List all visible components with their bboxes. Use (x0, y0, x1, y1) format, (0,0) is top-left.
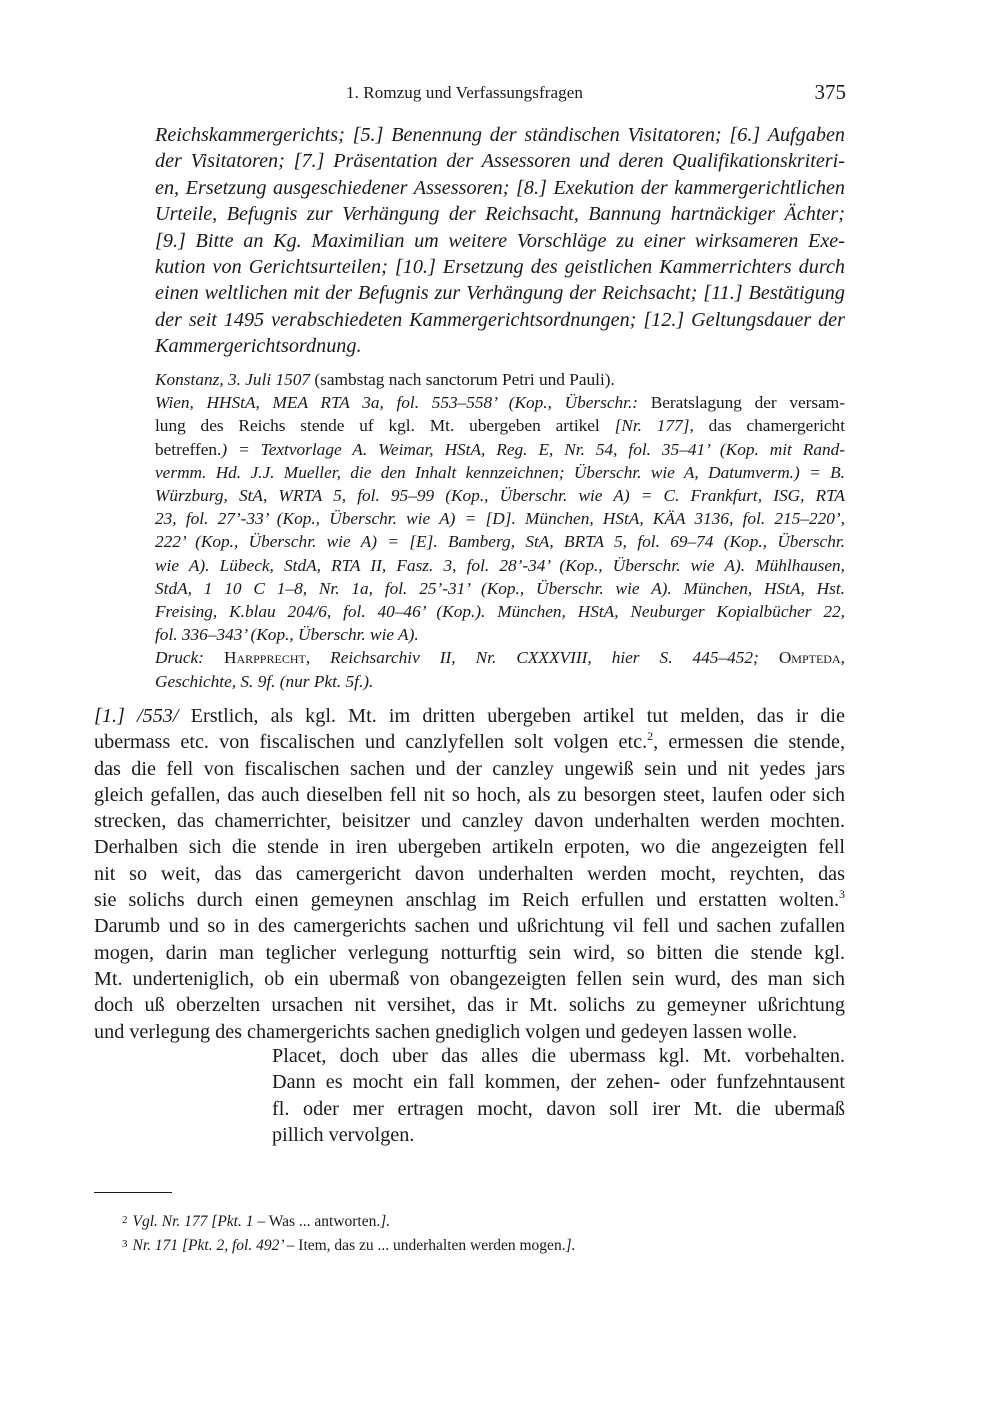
print-line (155, 646, 845, 669)
footnote-text: Item, das zu ... underhalten werden mogen. (294, 1237, 566, 1254)
source-line: Freising, K.blau 204/6, fol. 40–46’ (Kop.). München, HStA, Neuburger Kopialbücher 22, (155, 602, 845, 622)
source-text: ) = Textvorlage A. Weimar, HStA, Reg. E, Nr. 54, fol. 35–41’ (Kop. mit Rand- (221, 439, 845, 459)
source-date-line (155, 368, 845, 391)
source-line (155, 414, 845, 437)
footnote-mark: 2 (122, 1214, 128, 1226)
source-text: [Nr. 177] (614, 416, 690, 436)
summary-line: Urteile, Befugnis zur Verhängung der Reichsacht, Bannung hartnäckiger Ächter; (155, 203, 845, 226)
text-line: und verlegung des chamergerichts sachen gnediglich volgen und gedeyen lassen wolle. (94, 1020, 798, 1043)
source-text: Wien, HHStA, MEA RTA 3a, fol. 553–558’ (Kop., Überschr.: (155, 393, 639, 413)
main-text (94, 703, 845, 1045)
print-author: Ompteda (778, 648, 841, 668)
source-line: StdA, 1 10 C 1–8, Nr. 1a, fol. 25’-31’ (Kop., Überschr. wie A). München, HStA, Hst. (155, 578, 845, 598)
summary-line: Kammergerichtsordnung. (155, 335, 362, 358)
source-date: Konstanz, 3. Juli 1507 (155, 370, 311, 389)
summary-line: Reichskammergerichts; [5.] Benennung der ständischen Visitatoren; [6.] Aufgaben (155, 124, 845, 146)
print-label: Druck: (155, 648, 204, 668)
text-line: strecken, das chamerrichter, beisitzer und canzley davon underhalten werden mochten. (94, 810, 845, 833)
footnote-text: Nr. 171 [Pkt. 2, fol. 492’ – (132, 1237, 295, 1254)
placet-line: pillich vervolgen. (272, 1123, 415, 1146)
source-line: wie A). Lübeck, StdA, RTA II, Fasz. 3, fol. 28’-34’ (Kop., Überschr. wie A). Mühlhausen, (155, 555, 845, 575)
document-summary (155, 122, 845, 360)
placet-line: fl. oder mer ertragen mocht, davon soll irer Mt. die ubermaß (272, 1097, 845, 1120)
running-title: 1. Romzug und Verfassungsfragen (346, 83, 583, 102)
summary-line: en, Ersetzung ausgeschiedener Assessoren; [8.] Exekution der kammergerichtlichen (155, 176, 845, 199)
placet-line: Placet, doch uber das alles die ubermass kgl. Mt. vorbehalten. (272, 1045, 845, 1067)
text-line: doch uß oberzelten ursachen nit versihet, das ir Mt. solichs zu gemeyner ußrichtung (94, 994, 845, 1017)
text-line: Mt. underteniglich, ob ein ubermaß von obangezeigten fellen sein wurd, des man sich (94, 967, 845, 990)
print-line: Geschichte, S. 9f. (nur Pkt. 5f.). (155, 671, 374, 691)
text-line (94, 729, 845, 755)
source-line: fol. 336–343’ (Kop., Überschr. wie A). (155, 625, 419, 645)
footnote-2 (122, 1209, 576, 1233)
footnote-divider (94, 1192, 172, 1193)
source-text: , das chamergericht (689, 416, 846, 436)
summary-line: kution von Gerichtsurteilen; [10.] Ersetzung des geistlichen Kammerrichters durch (155, 256, 845, 279)
source-line: vermm. Hd. J.J. Mueller, die den Inhalt kennzeichnen; Überschr. wie A, Datumverm.) = B. (155, 462, 845, 482)
source-line: 222’ (Kop., Überschr. wie A) = [E]. Bamberg, StA, BRTA 5, fol. 69–74 (Kop., Überschr. (155, 532, 845, 552)
placet-response (272, 1043, 845, 1148)
placet-line: Dann es mocht ein fall kommen, der zehen- oder funfzehntausent (272, 1071, 845, 1094)
summary-line: der Visitatoren; [7.] Präsentation der Assessoren und deren Qualifikationskriteri- (155, 150, 845, 173)
footnotes (122, 1209, 576, 1257)
print-text: , (840, 648, 845, 668)
source-text: betreffen. (155, 439, 222, 459)
text-line: nit so weit, das das camergericht davon underhalten werden mocht, reychten, das (94, 862, 845, 885)
source-line (155, 438, 845, 461)
source-apparatus (155, 368, 845, 693)
page-number: 375 (814, 80, 846, 104)
summary-line: einen weltlichen mit der Befugnis zur Verhängung der Reichsacht; [11.] Bestätigung (155, 282, 845, 305)
text-line (94, 703, 845, 729)
source-line (155, 391, 845, 414)
source-date-note: (sambstag nach sanctorum Petri und Pauli). (310, 370, 615, 389)
text-line: Darumb und so in des camergerichts sachen und ußrichtung vil fell und sachen zufallen (94, 915, 845, 938)
footnote-text: ]. (380, 1213, 391, 1230)
text-span: ubermass etc. von fiscalischen und canzlyfellen solt volgen etc. (94, 731, 648, 754)
text-line: das die fell von fiscalischen sachen und der canzley ungewiß sein und nit yedes jars (94, 757, 845, 780)
text-line: gleich gefallen, das auch dieselben fell nit so hoch, als zu besorgen steet, laufen oder sich (94, 783, 845, 806)
summary-line: [9.] Bitte an Kg. Maximilian um weitere Vorschläge zu einer wirksameren Exe- (155, 229, 845, 252)
source-text: Beratslagung der versam- (638, 393, 845, 413)
text-line (94, 887, 845, 913)
print-author: Harpprecht (223, 648, 306, 668)
summary-line: der seit 1495 verabschiedeten Kammergerichtsordnungen; [12.] Geltungsdauer der (155, 308, 845, 331)
footnote-text: Vgl. Nr. 177 [Pkt. 1 – (132, 1213, 266, 1230)
footnote-ref[interactable]: 2 (647, 729, 654, 744)
footnote-text: ]. (565, 1237, 576, 1254)
source-line: Würzburg, StA, WRTA 5, fol. 95–99 (Kop., Überschr. wie A) = C. Frankfurt, ISG, RTA (155, 486, 845, 506)
article-marker: [1.] /553/ (94, 705, 179, 727)
source-line: 23, fol. 27’-33’ (Kop., Überschr. wie A) = [D]. München, HStA, KÄA 3136, fol. 215–220’, (155, 509, 845, 529)
source-text: lung des Reichs stende uf kgl. Mt. ubergeben artikel (155, 416, 615, 436)
text-line: Derhalben sich die stende in iren ubergeben artikeln erpoten, wo die angezeigten fell (94, 836, 845, 859)
footnote-mark: 3 (122, 1238, 128, 1250)
footnote-text: Was ... antworten. (265, 1213, 381, 1230)
text-span: sie solichs durch einen gemeynen anschlag im Reich erfullen und erstatten wolten. (94, 889, 839, 912)
text-line: mogen, darin man teglicher verlegung notturftig sein wird, so bitten die stende kgl. (94, 941, 845, 964)
footnote-ref[interactable]: 3 (839, 887, 845, 902)
text-span: , ermessen die stende, (653, 731, 845, 754)
print-text: , Reichsarchiv II, Nr. CXXXVIII, hier S. 445–452; (305, 648, 759, 668)
text-span: Erstlich, als kgl. Mt. im dritten ubergeben artikel tut melden, das ir die (178, 705, 845, 727)
footnote-3 (122, 1233, 576, 1257)
